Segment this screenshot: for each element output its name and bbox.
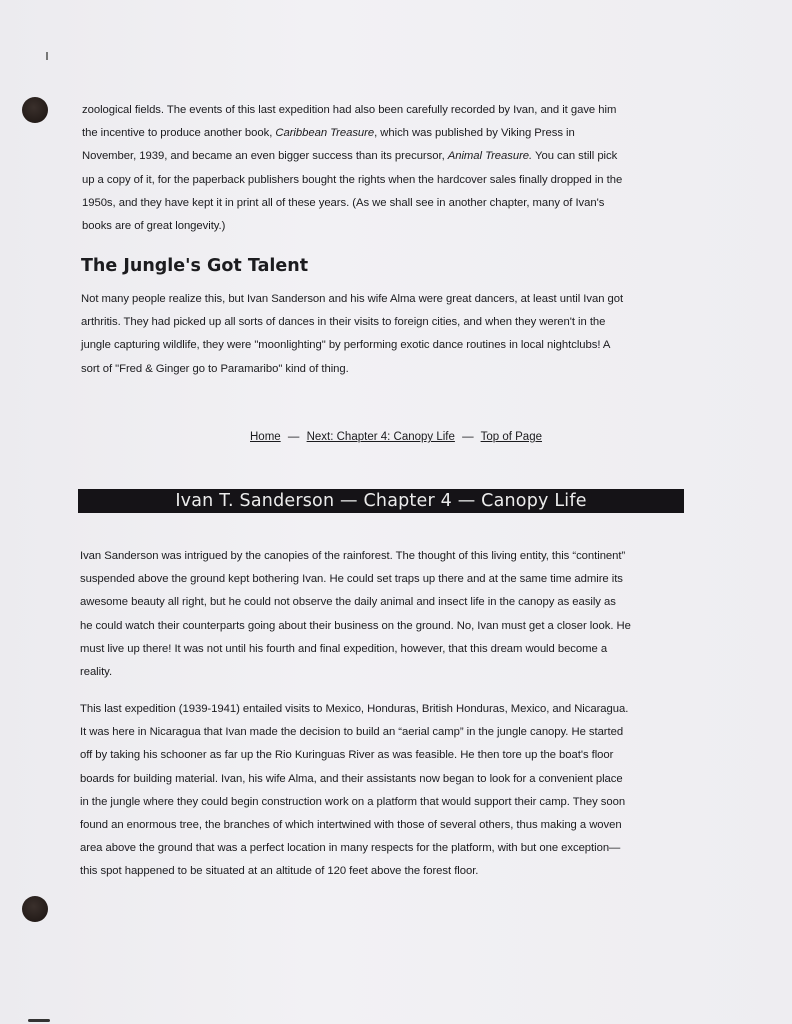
text-line: Not many people realize this, but Ivan Sanderson and his wife Alma were great dancers, at least until Ivan got	[81, 293, 624, 305]
paragraph-caribbean-treasure	[82, 99, 622, 238]
text-line: boards for building material. Ivan, his wife Alma, and their assistants now began to look for a convenient place	[80, 772, 623, 785]
scan-speck	[46, 52, 48, 60]
top-of-page-link[interactable]: Top of Page	[480, 431, 542, 443]
text-line: November, 1939, and became an even bigger success than its precursor, Animal Treasure. You can still pick	[82, 150, 618, 163]
text-line: books are of great longevity.)	[82, 220, 226, 233]
text-line: 1950s, and they have kept it in print all of these years. (As we shall see in another chapter, many of Ivan's	[82, 196, 605, 209]
chapter-banner: Ivan T. Sanderson — Chapter 4 — Canopy Life	[78, 489, 684, 513]
text-line: in the jungle where they could begin construction work on a platform that would support their camp. They soon	[80, 795, 626, 808]
home-link[interactable]: Home	[250, 431, 281, 443]
text-line: It was here in Nicaragua that Ivan made the decision to build an “aerial camp” in the jungle canopy. He started	[80, 726, 624, 739]
text-line: found an enormous tree, the branches of which intertwined with those of several others, thus making a woven	[80, 819, 622, 832]
text-line: This last expedition (1939-1941) entailed visits to Mexico, Honduras, British Honduras, Mexico, and Nicaragua.	[80, 703, 629, 715]
edge-mark	[28, 1019, 50, 1022]
punch-hole-bottom	[22, 896, 48, 922]
book-title: Animal Treasure.	[447, 150, 533, 163]
book-title: Caribbean Treasure	[275, 127, 375, 140]
text-line: awesome beauty all right, but he could not observe the daily animal and insect life in the canopy as easily as	[80, 596, 616, 609]
text-line: he could watch their counterparts going about their business on the ground. No, Ivan must get a closer look. He	[80, 619, 631, 632]
text-line: the incentive to produce another book, Caribbean Treasure, which was published by Viking Press in	[82, 127, 575, 140]
text-line: arthritis. They had picked up all sorts of dances in their visits to foreign cities, and when they weren't in the	[81, 316, 606, 329]
text-line: reality.	[80, 666, 113, 679]
text-line: must live up there! It was not until his fourth and final expedition, however, that this dream would become a	[80, 642, 608, 655]
paragraph-dancers	[81, 288, 623, 381]
text-line: off by taking his schooner as far up the Rio Kuringuas River as was feasible. He then tore up the boat's floor	[80, 749, 614, 762]
nav-separator: —	[462, 431, 474, 443]
text-line: Ivan Sanderson was intrigued by the canopies of the rainforest. The thought of this living entity, this “continent”	[80, 550, 626, 562]
text-line: suspended above the ground kept bothering Ivan. He could set traps up there and at the same time admire its	[80, 573, 623, 586]
section-heading: The Jungle's Got Talent	[81, 256, 309, 276]
text-line: up a copy of it, for the paperback publishers bought the rights when the hardcover sales finally dropped in the	[82, 173, 623, 186]
text-line: sort of "Fred & Ginger go to Paramaribo" kind of thing.	[81, 362, 349, 375]
text-line: this spot happened to be situated at an altitude of 120 feet above the forest floor.	[80, 865, 479, 878]
text-line: jungle capturing wildlife, they were "moonlighting" by performing exotic dance routines in local nightclubs! A	[81, 339, 611, 352]
paragraph-last-expedition	[80, 698, 628, 884]
paragraph-canopy-intro	[80, 545, 631, 684]
text-line: zoological fields. The events of this last expedition had also been carefully recorded by Ivan, and it gave him	[82, 104, 617, 116]
nav-separator: —	[287, 431, 300, 443]
text-line: area above the ground that was a perfect location in many respects for the platform, with but one exception—	[80, 842, 621, 855]
punch-hole-top	[22, 97, 48, 123]
next-chapter-link[interactable]: Next: Chapter 4: Canopy Life	[306, 431, 455, 443]
page-navigation	[0, 431, 792, 443]
